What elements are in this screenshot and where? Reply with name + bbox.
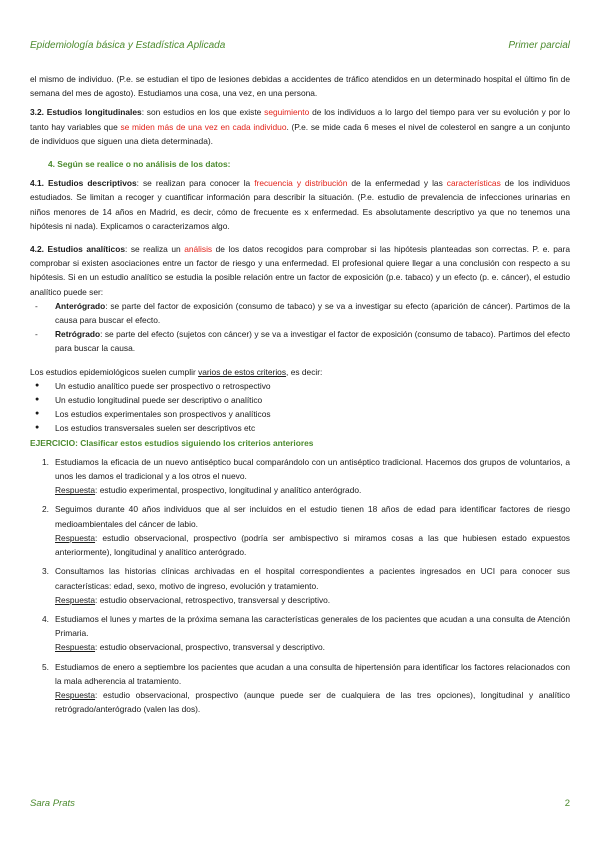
list-item-retrograde: - Retrógrado: se parte del efecto (sujetos con cáncer) y se va a investigar el factor de exposición (consumo de tabaco). Partimos del efecto para buscar la causa. xyxy=(30,327,570,355)
list-item: ● Un estudio longitudinal puede ser descriptivo o analítico xyxy=(30,393,570,407)
exercise-item: 2. Seguimos durante 40 años individuos que al ser incluidos en el estudio tienen 18 años de edad para identificar factores de riesgo medioambientales del cáncer de labio. Respuesta: estudio observacional, prospectivo (podría ser ambispectivo si miramos cosas a las que hubiesen estado expuestos anteriormente), longitudinal y analítico anterógrado. xyxy=(42,504,570,558)
exercise-item: 4. Estudiamos el lunes y martes de la próxima semana las características generales de los pacientes que acudan a una consulta de Atención Primaria. Respuesta: estudio observacional, prospectivo, transversal y descriptivo. xyxy=(42,613,570,653)
exercise-title: EJERCICIO: Clasificar estos estudios siguiendo los criterios anteriores xyxy=(30,437,314,448)
list-item: ● Un estudio analítico puede ser prospectivo o retrospectivo xyxy=(30,379,570,393)
page-number: 2 xyxy=(564,798,570,809)
page-footer xyxy=(30,798,570,809)
section-4-2-title: 4.2. Estudios analíticos xyxy=(30,244,125,255)
exercise-item: 3. Consultamos las historias clínicas archivadas en el hospital correspondientes a pacientes ingresados en UCI para conocer sus características: edad, sexo, motivo de ingreso, evolución y tratamiento. Respuesta: estudio observacional, retrospectivo, transversal y descriptivo. xyxy=(42,566,570,605)
section-4-heading: 4. Según se realice o no análisis de los datos: xyxy=(48,159,231,170)
footer-author: Sara Prats xyxy=(30,798,75,809)
exercise-item: 1. Estudiamos la eficacia de un nuevo antiséptico bucal comparándolo con un antiséptico tradicional. Hacemos dos grupos de voluntarios, a unos les damos el tradicional y a los otros el nuevo. Respuesta: estudio experimental, prospectivo, longitudinal y analítico anterógrado. xyxy=(42,456,570,496)
list-item: ● Los estudios transversales suelen ser descriptivos etc xyxy=(30,421,570,435)
header-course-title: Epidemiología básica y Estadística Aplicada xyxy=(30,40,226,51)
highlight-frequency: frecuencia y distribución xyxy=(254,178,348,189)
highlight-seguimiento: seguimiento xyxy=(264,107,310,118)
section-4-2: 4.2. Estudios analíticos: se realiza un análisis de los datos recogidos para comprobar si las hipótesis planteadas son correctas. P. e. para comprobar si existen asociaciones entre un factor de riesgo y una enfermedad. El profesional quiere llegar a una conclusión con respecto a su hipótesis. Si en un estudio analítico se estudia la posible relación entre un factor de exposición (p.e. tabaco) y un efecto (p. e. cáncer), el estudio analítico puede ser: xyxy=(30,244,571,297)
highlight-analysis: análisis xyxy=(184,244,213,255)
criteria-list xyxy=(30,379,570,436)
list-item: ● Los estudios experimentales son prospectivos y analíticos xyxy=(30,407,570,421)
criteria-intro: Los estudios epidemiológicos suelen cumplir varios de estos criterios, es decir: xyxy=(30,366,323,377)
highlight-characteristics: características xyxy=(446,178,501,189)
page-header xyxy=(30,40,570,51)
section-3-2: 3.2. Estudios longitudinales: son estudios en los que existe seguimiento de los individuos a lo largo del tiempo para ver su evolución y por lo tanto hay variables que se miden más de una vez en cada individuo. (P.e. se mide cada 6 meses el nivel de colesterol en sangre a un conjunto de individuos que siguen una dieta determinada). xyxy=(30,107,571,146)
list-item-anterograde: - Anterógrado: se parte del factor de exposición (consumo de tabaco) y se va a investigar su efecto (aparición de cáncer). Partimos de la causa para buscar el efecto. xyxy=(30,299,570,327)
exercise-item: 5. Estudiamos de enero a septiembre los pacientes que acudan a una consulta de hipertensión para identificar los factores relacionados con la mala adherencia al tratamiento. Respuesta: estudio observacional, prospectivo (aunque puede ser de cualquiera de las tres opciones), longitudinal y analítico retrógrado/anterógrado (valen las dos). xyxy=(42,661,570,715)
section-4-1: 4.1. Estudios descriptivos: se realizan para conocer la frecuencia y distribución de la enfermedad y las características de los individuos estudiados. Se limitan a recoger y cuantificar información para describir la situación. (P.e. estudio de prevalencia de infecciones urinarias en niños menores de 14 años en Madrid, es decir, cómo de frecuente es x enfermedad. Es absolutamente descriptivo ya que no tenemos una hipótesis ni nada). Explicamos o caracterizamos algo. xyxy=(30,178,571,231)
paragraph-continuation: el mismo de individuo. (P.e. se estudian el tipo de lesiones debidas a accidentes de tráfico atendidos en un determinado hospital el último fin de semana del mes de agosto). Estudiamos una cosa, una vez, en una persona. xyxy=(30,74,570,99)
highlight-repeated-measures: se miden más de una vez en cada individuo xyxy=(120,121,287,132)
document-body xyxy=(30,72,570,721)
section-3-2-title: 3.2. Estudios longitudinales xyxy=(30,107,142,118)
section-4-1-title: 4.1. Estudios descriptivos xyxy=(30,178,137,189)
header-exam-label: Primer parcial xyxy=(508,40,570,51)
